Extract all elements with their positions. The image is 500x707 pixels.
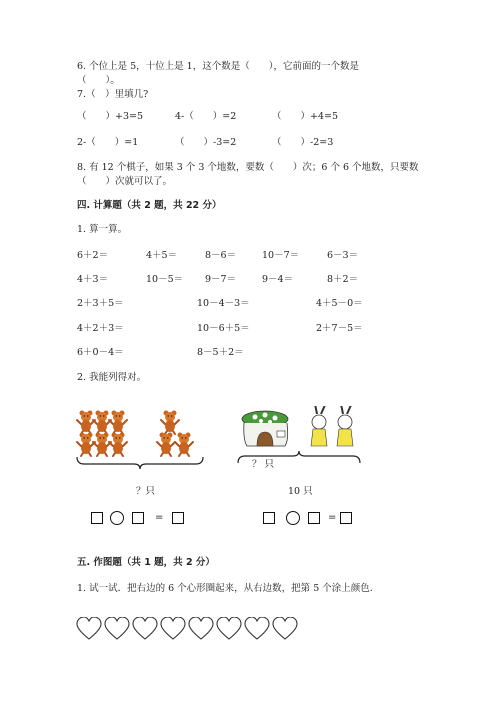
calc-r4c1: 4＋2＋3＝	[77, 323, 124, 334]
q7-eq-1: （ ）+3=5	[77, 111, 144, 122]
equal-sign: =	[328, 512, 337, 523]
bears-picture	[74, 404, 206, 470]
section5-heading: 五. 作图题（共 1 题，共 2 分）	[77, 557, 215, 568]
calc-r2c2: 10－5＝	[146, 274, 184, 285]
q7-eq-3: （ ）+4=5	[272, 111, 339, 122]
q7-eq-4: 2-（ ）=1	[77, 137, 139, 148]
heart-icon[interactable]	[189, 617, 213, 639]
calc-r5c2: 8－5＋2＝	[197, 347, 244, 358]
right-count-label: 10 只	[288, 486, 313, 497]
operator-circle[interactable]	[110, 511, 124, 525]
hearts-row	[74, 617, 306, 645]
heart-icon[interactable]	[161, 617, 185, 639]
q8-line1: 8. 有 12 个棋子，如果 3 个 3 个地数，要数（ ）次；6 个 6 个地数，只要数	[77, 162, 419, 173]
calc-r3c1: 2＋3＋5＝	[77, 298, 124, 309]
operator-circle[interactable]	[286, 511, 300, 525]
calc-r1c2: 4＋5＝	[146, 250, 178, 261]
answer-box[interactable]	[308, 512, 320, 524]
q8-line2: （ ）次就可以了。	[77, 176, 173, 187]
calc-r1c1: 6＋2＝	[77, 250, 109, 261]
q7-title: 7.（ ）里填几?	[77, 89, 149, 100]
calc-r2c4: 9－4＝	[262, 274, 294, 285]
calc-r5c1: 6＋0－4＝	[77, 347, 124, 358]
answer-box[interactable]	[132, 512, 144, 524]
answer-box[interactable]	[91, 512, 103, 524]
calc-r1c3: 8－6＝	[205, 250, 237, 261]
section5-q1-text: 1. 试一试．把右边的 6 个心形圈起来，从右边数，把第 5 个涂上颜色．	[77, 583, 380, 594]
heart-icon[interactable]	[273, 617, 297, 639]
answer-box[interactable]	[172, 512, 184, 524]
heart-icon[interactable]	[133, 617, 157, 639]
answer-box[interactable]	[263, 512, 275, 524]
q7-eq-6: （ ）-2=3	[272, 137, 334, 148]
calc-r2c3: 9－7＝	[205, 274, 237, 285]
equal-sign: =	[155, 512, 164, 523]
right-top-count-label: ？ 只	[252, 459, 275, 470]
q7-eq-5: （ ）-3=2	[175, 137, 237, 148]
calc-r4c2: 10－6＋5＝	[197, 323, 250, 334]
calc-r3c3: 4＋5－0＝	[316, 298, 363, 309]
q7-eq-2: 4-（ ）=2	[175, 111, 237, 122]
left-count-label: ？只	[136, 486, 156, 497]
heart-icon[interactable]	[77, 617, 101, 639]
calc-r1c4: 10－7＝	[262, 250, 300, 261]
section4-q1-title: 1. 算一算。	[77, 224, 128, 235]
q6-line1: 6. 个位上是 5，十位上是 1，这个数是（ ），它前面的一个数是	[77, 61, 359, 72]
calc-r2c5: 8＋2＝	[327, 274, 359, 285]
calc-r3c2: 10－4－3＝	[197, 298, 250, 309]
heart-icon[interactable]	[245, 617, 269, 639]
q6-line2: （ ）。	[77, 75, 120, 86]
calc-r1c5: 6－3＝	[327, 250, 359, 261]
section4-heading: 四. 计算题（共 2 题，共 22 分）	[77, 200, 222, 211]
calc-r4c3: 2＋7－5＝	[316, 323, 363, 334]
section4-q2-title: 2. 我能列得对。	[77, 372, 147, 383]
answer-box[interactable]	[340, 512, 352, 524]
heart-icon[interactable]	[105, 617, 129, 639]
calc-r2c1: 4＋3＝	[77, 274, 109, 285]
heart-icon[interactable]	[217, 617, 241, 639]
